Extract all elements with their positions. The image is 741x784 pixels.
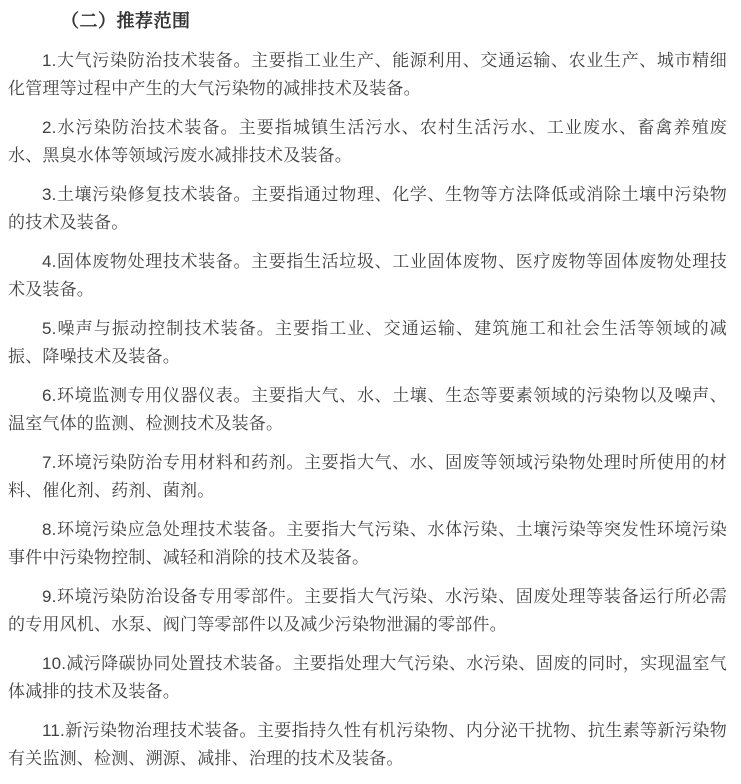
paragraph-item-7: 7.环境污染防治专用材料和药剂。主要指大气、水、固废等领域污染物处理时所使用的材料、催化剂、药剂、菌剂。 <box>8 453 727 500</box>
paragraph-item-8: 8.环境污染应急处理技术装备。主要指大气污染、水体污染、土壤污染等突发性环境污染事件中污染物控制、减轻和消除的技术及装备。 <box>8 520 727 567</box>
paragraph-item-1: 1.大气污染防治技术装备。主要指工业生产、能源利用、交通运输、农业生产、城市精细化管理等过程中产生的大气污染物的减排技术及装备。 <box>8 51 727 98</box>
paragraph-item-11: 11.新污染物治理技术装备。主要指持久性有机污染物、内分泌干扰物、抗生素等新污染物有关监测、检测、溯源、减排、治理的技术及装备。 <box>8 721 727 768</box>
paragraph-item-5: 5.噪声与振动控制技术装备。主要指工业、交通运输、建筑施工和社会生活等领域的减振、降噪技术及装备。 <box>8 319 727 366</box>
paragraph-item-10: 10.减污降碳协同处置技术装备。主要指处理大气污染、水污染、固废的同时，实现温室气体减排的技术及装备。 <box>8 654 727 701</box>
paragraph-item-2: 2.水污染防治技术装备。主要指城镇生活污水、农村生活污水、工业废水、畜禽养殖废水、黑臭水体等领域污废水减排技术及装备。 <box>8 118 727 165</box>
paragraph-item-6: 6.环境监测专用仪器仪表。主要指大气、水、土壤、生态等要素领域的污染物以及噪声、温室气体的监测、检测技术及装备。 <box>8 386 727 433</box>
paragraph-item-4: 4.固体废物处理技术装备。主要指生活垃圾、工业固体废物、医疗废物等固体废物处理技术及装备。 <box>8 252 727 299</box>
paragraph-item-3: 3.土壤污染修复技术装备。主要指通过物理、化学、生物等方法降低或消除土壤中污染物的技术及装备。 <box>8 185 727 232</box>
paragraph-item-9: 9.环境污染防治设备专用零部件。主要指大气污染、水污染、固废处理等装备运行所必需的专用风机、水泵、阀门等零部件以及减少污染物泄漏的零部件。 <box>8 587 727 634</box>
section-heading: （二）推荐范围 <box>61 11 191 31</box>
